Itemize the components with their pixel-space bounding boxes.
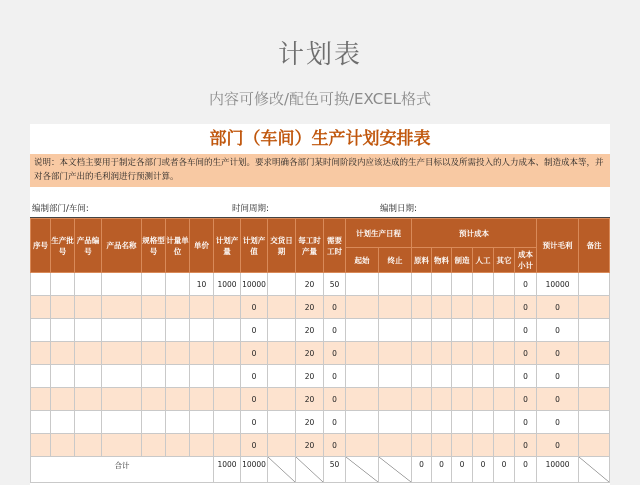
col-plan-value: 计划产值: [241, 219, 268, 273]
cell-plan-value[interactable]: 0: [241, 388, 268, 411]
table-row: [31, 342, 610, 365]
cell-price[interactable]: [190, 296, 214, 319]
cell-cost-subtotal[interactable]: 0: [515, 273, 537, 296]
col-name: 产品名称: [102, 219, 142, 273]
col-plan-qty: 计划产量: [214, 219, 241, 273]
table-row: [31, 434, 610, 457]
cell-plan-value[interactable]: 0: [241, 434, 268, 457]
page-subtitle: 内容可修改/配色可换/EXCEL格式: [208, 90, 432, 108]
cell-price[interactable]: [190, 411, 214, 434]
total-remark-blank: [579, 457, 610, 483]
col-cost-subtotal: 成本小计: [515, 248, 537, 273]
cell-hours[interactable]: 0: [324, 388, 346, 411]
dept-label: 编制部门/车间:: [32, 204, 89, 214]
cell-profit[interactable]: 0: [537, 411, 579, 434]
table-row: [31, 273, 610, 296]
cell-plan-qty[interactable]: [214, 342, 241, 365]
cell-hourly[interactable]: 20: [296, 273, 324, 296]
col-model: 规格型号: [142, 219, 166, 273]
sheet-title: 部门（车间）生产计划安排表: [209, 129, 431, 149]
cell-plan-qty[interactable]: [214, 365, 241, 388]
table-row: [31, 296, 610, 319]
table-row: [31, 388, 610, 411]
total-plan-value: 10000: [241, 457, 268, 483]
cell-profit[interactable]: 0: [537, 388, 579, 411]
cell-profit[interactable]: 0: [537, 434, 579, 457]
cell-plan-qty[interactable]: [214, 388, 241, 411]
cell-cost-subtotal[interactable]: 0: [515, 388, 537, 411]
cell-profit[interactable]: 0: [537, 342, 579, 365]
cell-hourly[interactable]: 20: [296, 319, 324, 342]
cell-hourly[interactable]: 20: [296, 434, 324, 457]
col-schedule: 计划生产日程: [346, 219, 412, 248]
cell-price[interactable]: [190, 319, 214, 342]
col-unit: 计量单位: [166, 219, 190, 273]
total-due-blank: [268, 457, 296, 483]
col-manufacture: 制造: [452, 248, 473, 273]
col-profit: 预计毛利: [537, 219, 579, 273]
total-cost-subtotal: 0: [515, 457, 537, 483]
cell-plan-value[interactable]: 0: [241, 411, 268, 434]
total-manufacture: 0: [452, 457, 473, 483]
cell-cost-subtotal[interactable]: 0: [515, 342, 537, 365]
page-title: 计划表: [277, 40, 362, 70]
cell-plan-qty[interactable]: 1000: [214, 273, 241, 296]
cell-profit[interactable]: 0: [537, 296, 579, 319]
cell-plan-qty[interactable]: [214, 319, 241, 342]
cell-price[interactable]: 10: [190, 273, 214, 296]
total-end-blank: [379, 457, 412, 483]
col-remark: 备注: [579, 219, 610, 273]
cell-price[interactable]: [190, 434, 214, 457]
cell-profit[interactable]: 0: [537, 365, 579, 388]
total-goods: 0: [432, 457, 452, 483]
cell-hourly[interactable]: 20: [296, 365, 324, 388]
total-hourly-blank: [296, 457, 324, 483]
col-hourly: 每工时产量: [296, 219, 324, 273]
cell-cost-subtotal[interactable]: 0: [515, 296, 537, 319]
col-cost: 预计成本: [412, 219, 537, 248]
cell-hours[interactable]: 0: [324, 411, 346, 434]
cell-plan-value[interactable]: 10000: [241, 273, 268, 296]
cell-price[interactable]: [190, 365, 214, 388]
date-label: 编制日期:: [380, 204, 417, 214]
cell-hourly[interactable]: 20: [296, 388, 324, 411]
spreadsheet-sheet: [30, 124, 610, 485]
cell-plan-value[interactable]: 0: [241, 319, 268, 342]
total-material: 0: [412, 457, 432, 483]
col-hours: 需要工时: [324, 219, 346, 273]
cell-hours[interactable]: 0: [324, 342, 346, 365]
cell-hourly[interactable]: 20: [296, 296, 324, 319]
col-labor: 人工: [473, 248, 494, 273]
total-labor: 0: [473, 457, 494, 483]
total-profit: 10000: [537, 457, 579, 483]
table-row: [31, 319, 610, 342]
cell-plan-value[interactable]: 0: [241, 296, 268, 319]
cell-hours[interactable]: 0: [324, 296, 346, 319]
col-batch: 生产批号: [51, 219, 75, 273]
total-label: 合计: [31, 457, 214, 483]
cell-cost-subtotal[interactable]: 0: [515, 365, 537, 388]
col-start: 起始: [346, 248, 379, 273]
col-goods: 物料: [432, 248, 452, 273]
table-row: [31, 365, 610, 388]
period-label: 时间周期:: [232, 204, 269, 214]
col-end: 终止: [379, 248, 412, 273]
cell-hours[interactable]: 0: [324, 365, 346, 388]
cell-hourly[interactable]: 20: [296, 411, 324, 434]
cell-price[interactable]: [190, 388, 214, 411]
cell-plan-value[interactable]: 0: [241, 365, 268, 388]
total-plan-qty: 1000: [214, 457, 241, 483]
col-due: 交货日期: [268, 219, 296, 273]
cell-profit[interactable]: 10000: [537, 273, 579, 296]
cell-hours[interactable]: 50: [324, 273, 346, 296]
cell-plan-qty[interactable]: [214, 296, 241, 319]
cell-cost-subtotal[interactable]: 0: [515, 319, 537, 342]
cell-hourly[interactable]: 20: [296, 342, 324, 365]
total-start-blank: [346, 457, 379, 483]
cell-profit[interactable]: 0: [537, 319, 579, 342]
col-material: 原料: [412, 248, 432, 273]
cell-hours[interactable]: 0: [324, 434, 346, 457]
cell-hours[interactable]: 0: [324, 319, 346, 342]
col-other: 其它: [494, 248, 515, 273]
meta-row: [30, 199, 610, 218]
instructions-note: 说明：本文档主要用于制定各部门或者各车间的生产计划。要求明确各部门某时间阶段内应该达成的生产目标以及所需投入的人力成本、制造成本等，并对各部门产出的毛利润进行预测计算。: [30, 154, 610, 187]
total-other: 0: [494, 457, 515, 483]
col-seq: 序号: [31, 219, 51, 273]
total-hours: 50: [324, 457, 346, 483]
table-row: [31, 411, 610, 434]
cell-cost-subtotal[interactable]: 0: [515, 434, 537, 457]
col-code: 产品编号: [75, 219, 102, 273]
cell-plan-value[interactable]: 0: [241, 342, 268, 365]
cell-plan-qty[interactable]: [214, 434, 241, 457]
cell-plan-qty[interactable]: [214, 411, 241, 434]
col-price: 单价: [190, 219, 214, 273]
cell-cost-subtotal[interactable]: 0: [515, 411, 537, 434]
total-row: [31, 457, 610, 483]
cell-price[interactable]: [190, 342, 214, 365]
plan-table: [30, 218, 610, 483]
